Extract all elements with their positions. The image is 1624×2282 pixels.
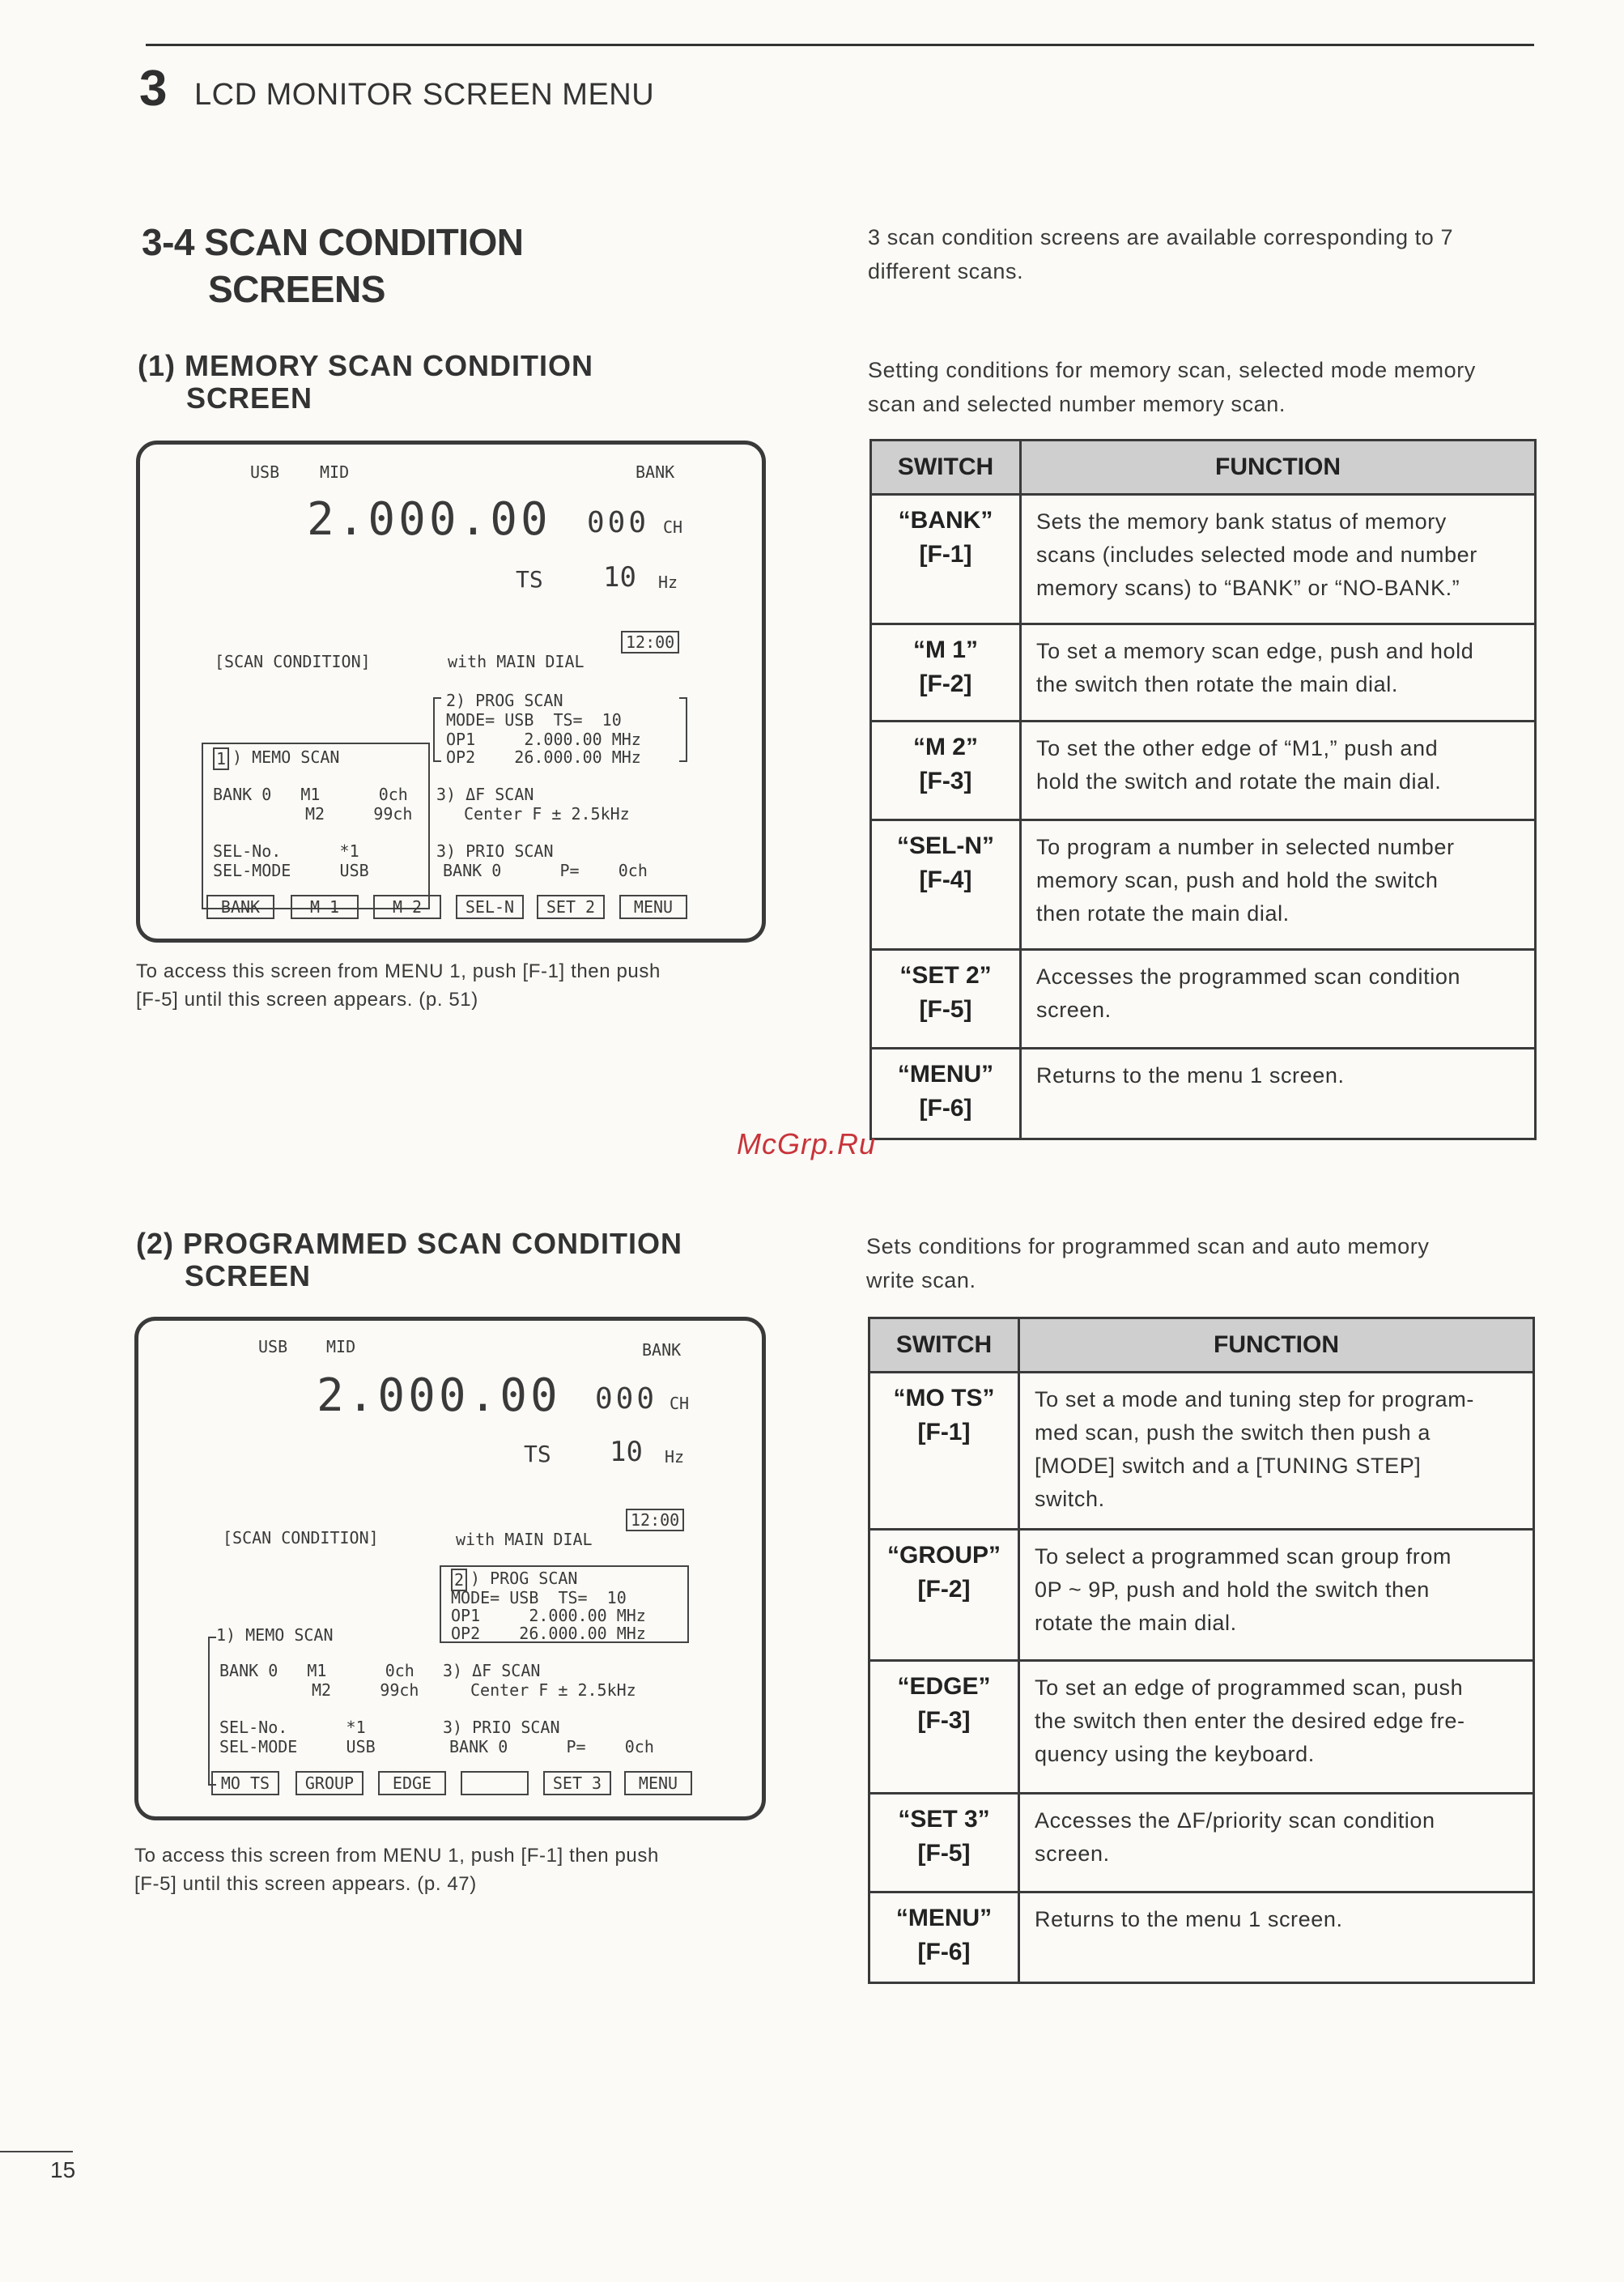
- table-row: “M 2” [F-3] To set the other edge of “M1,” push and hold the switch and rotate the main dial.: [871, 722, 1536, 820]
- lcd-ts-unit: Hz: [665, 1447, 685, 1467]
- fkey-m2[interactable]: M 2: [373, 895, 441, 919]
- lcd-with-main-dial: with MAIN DIAL: [448, 652, 585, 671]
- lcd-prog-title: ) PROG SCAN: [470, 1569, 578, 1588]
- memory-scan-caption: To access this screen from MENU 1, push [F-1] then push [F-5] until this screen appears. (p. 51): [136, 960, 661, 1011]
- intro-text: 3 scan condition screens are available corresponding to 7 different scans.: [868, 225, 1454, 283]
- lcd-mode: USB: [258, 1337, 288, 1356]
- memo-bracket-left: [208, 1637, 216, 1786]
- lcd-bank-indicator: BANK: [642, 1340, 682, 1360]
- table-row: “SEL-N” [F-4] To program a number in selected number memory scan, push and hold the switch then rotate the main dial.: [871, 820, 1536, 950]
- lcd-clock: 12:00: [621, 631, 679, 654]
- prog-bracket-right: [679, 697, 687, 762]
- lcd-df-center: Center F ± 2.5kHz: [464, 804, 630, 824]
- lcd-df-title: 3) ΔF SCAN: [436, 785, 534, 804]
- fkey-edge[interactable]: EDGE: [378, 1771, 446, 1795]
- fkey-set-3[interactable]: SET 3: [543, 1771, 611, 1795]
- programmed-scan-title: (2) PROGRAMMED SCAN CONDITION SCREEN: [136, 1227, 682, 1292]
- lcd-sel-no: SEL-No. *1: [219, 1718, 366, 1737]
- lcd-clock: 12:00: [626, 1509, 684, 1531]
- lcd-prog-title: 2) PROG SCAN: [446, 691, 563, 710]
- table-row: “MO TS” [F-1] To set a mode and tuning step for program- med scan, push the switch then push a [MODE] switch and a [TUNING STEP] switch.: [869, 1373, 1534, 1530]
- table-row: “GROUP” [F-2] To select a programmed scan group from 0P ~ 9P, push and hold the switch then rotate the main dial.: [869, 1530, 1534, 1661]
- lcd-memo-bank: BANK 0 M1 0ch: [213, 785, 408, 804]
- lcd-df-center: Center F ± 2.5kHz: [470, 1680, 636, 1700]
- table-row: “SET 2” [F-5] Accesses the programmed scan condition screen.: [871, 950, 1536, 1049]
- memory-scan-lcd: [136, 441, 766, 943]
- lcd-ts-value: 10: [603, 561, 636, 594]
- table-row: “MENU” [F-6] Returns to the menu 1 screen.: [871, 1049, 1536, 1139]
- programmed-scan-lcd: [134, 1317, 766, 1820]
- programmed-scan-caption: To access this screen from MENU 1, push [F-1] then push [F-5] until this screen appears. (p. 47): [134, 1845, 659, 1895]
- prog-bracket-left: [433, 697, 441, 762]
- lcd-mid: MID: [326, 1337, 356, 1356]
- lcd-ts-value: 10: [610, 1436, 643, 1468]
- lcd-scan-condition: [SCAN CONDITION]: [223, 1528, 379, 1548]
- lcd-ts-label: TS: [524, 1441, 551, 1467]
- table-row: “M 1” [F-2] To set a memory scan edge, push and hold the switch then rotate the main dial.: [871, 624, 1536, 722]
- lcd-channel: 000: [595, 1382, 658, 1416]
- header-rule: [146, 44, 1534, 46]
- memory-scan-table: [869, 439, 1537, 1140]
- lcd-sel-no: SEL-No. *1: [213, 841, 359, 861]
- lcd-frequency: 2.000.00: [317, 1369, 561, 1422]
- table-row: “EDGE” [F-3] To set an edge of programmed scan, push the switch then enter the desired edge fre- quency using the keyboard.: [869, 1661, 1534, 1794]
- fkey-set-2[interactable]: SET 2: [537, 895, 605, 919]
- lcd-sel-mode: SEL-MODE USB: [213, 861, 369, 880]
- programmed-scan-table: [868, 1317, 1535, 1984]
- watermark: McGrp.Ru: [737, 1127, 877, 1160]
- lcd-memo-m2: M2 99ch: [305, 804, 413, 824]
- lcd-channel: 000: [587, 506, 650, 539]
- table-header-switch: SWITCH: [871, 441, 1021, 495]
- lcd-sel-mode: SEL-MODE USB: [219, 1737, 376, 1756]
- lcd-ts-unit: Hz: [658, 573, 678, 592]
- lcd-bank-indicator: BANK: [636, 462, 675, 482]
- memory-scan-description: Setting conditions for memory scan, selected mode memory scan and selected number memory scan.: [868, 358, 1476, 416]
- lcd-df-title: 3) ΔF SCAN: [443, 1661, 541, 1680]
- chapter-title: LCD MONITOR SCREEN MENU: [194, 78, 655, 112]
- memo-scan-box: [202, 743, 430, 909]
- fkey-mo-ts[interactable]: MO TS: [211, 1771, 279, 1795]
- fkey-group[interactable]: GROUP: [295, 1771, 363, 1795]
- page-number: 15: [50, 2157, 76, 2182]
- fkey-menu[interactable]: MENU: [624, 1771, 692, 1795]
- lcd-scan-condition: [SCAN CONDITION]: [215, 652, 371, 671]
- lcd-prog-op1: OP1 2.000.00 MHz: [451, 1606, 646, 1625]
- lcd-mid: MID: [320, 462, 350, 482]
- fkey-m1[interactable]: M 1: [291, 895, 359, 919]
- lcd-memo-title: 1) MEMO SCAN: [216, 1625, 334, 1645]
- lcd-memo-bank: BANK 0 M1 0ch: [219, 1661, 415, 1680]
- lcd-memo-m2: M2 99ch: [312, 1680, 419, 1700]
- table-header-function: FUNCTION: [1019, 1318, 1534, 1373]
- lcd-prio-bank: BANK 0 P= 0ch: [449, 1737, 654, 1756]
- memory-scan-title: (1) MEMORY SCAN CONDITION SCREEN: [138, 349, 594, 415]
- table-header-function: FUNCTION: [1021, 441, 1536, 495]
- lcd-prog-op2: OP2 26.000.00 MHz: [446, 747, 641, 767]
- lcd-channel-unit: CH: [663, 517, 683, 537]
- fkey-sel-n[interactable]: SEL-N: [456, 895, 524, 919]
- lcd-prio-title: 3) PRIO SCAN: [443, 1718, 560, 1737]
- lcd-prog-mode: MODE= USB TS= 10: [446, 710, 622, 730]
- table-row: “SET 3” [F-5] Accesses the ΔF/priority scan condition screen.: [869, 1794, 1534, 1892]
- lcd-memo-title: ) MEMO SCAN: [232, 747, 340, 767]
- chapter-number: 3: [139, 61, 168, 117]
- lcd-prio-bank: BANK 0 P= 0ch: [443, 861, 648, 880]
- lcd-memo-number: 1: [213, 747, 229, 770]
- lcd-ts-label: TS: [516, 566, 543, 593]
- lcd-prog-mode: MODE= USB TS= 10: [451, 1588, 627, 1607]
- table-header-switch: SWITCH: [869, 1318, 1019, 1373]
- lcd-prog-number: 2: [451, 1569, 467, 1591]
- lcd-prog-op2: OP2 26.000.00 MHz: [451, 1624, 646, 1643]
- lcd-with-main-dial: with MAIN DIAL: [456, 1530, 593, 1549]
- lcd-mode: USB: [250, 462, 280, 482]
- lcd-prio-title: 3) PRIO SCAN: [436, 841, 554, 861]
- section-title: 3-4 SCAN CONDITION SCREENS: [142, 221, 524, 310]
- lcd-prog-op1: OP1 2.000.00 MHz: [446, 730, 641, 749]
- fkey-bank[interactable]: BANK: [206, 895, 274, 919]
- lcd-channel-unit: CH: [670, 1394, 690, 1413]
- table-row: “BANK” [F-1] Sets the memory bank status of memory scans (includes selected mode and number memory scans) to “BANK” or “NO-BANK.”: [871, 495, 1536, 624]
- programmed-scan-description: Sets conditions for programmed scan and auto memory write scan.: [866, 1234, 1430, 1292]
- table-row: “MENU” [F-6] Returns to the menu 1 screen.: [869, 1892, 1534, 1983]
- page-number-rule: [0, 2151, 73, 2152]
- fkey-blank[interactable]: [461, 1771, 529, 1795]
- fkey-menu[interactable]: MENU: [619, 895, 687, 919]
- lcd-frequency: 2.000.00: [307, 493, 551, 546]
